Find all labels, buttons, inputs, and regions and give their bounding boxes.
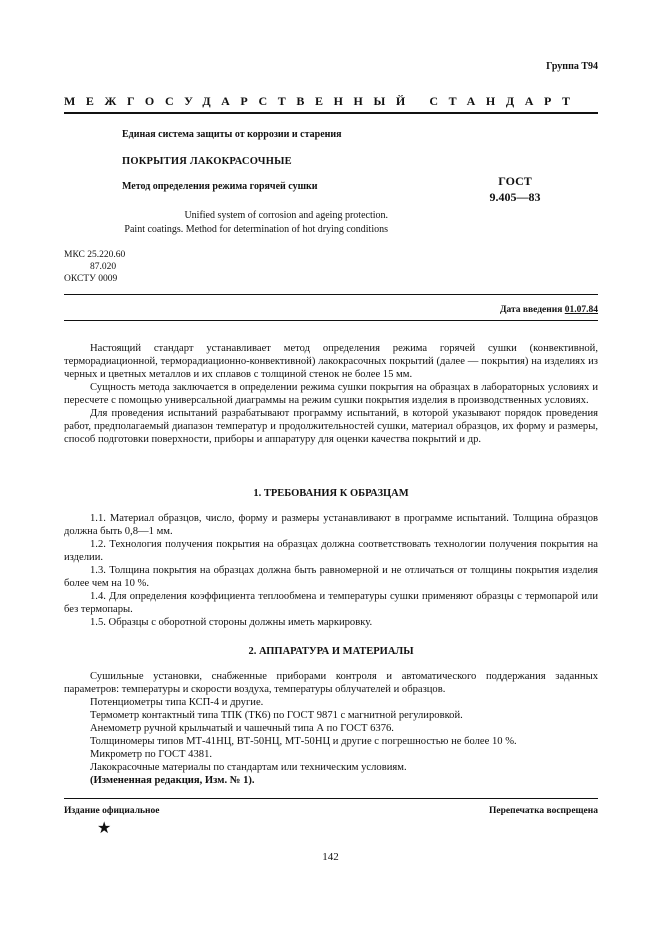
introduction-text — [64, 342, 598, 446]
section-2-heading: 2. АППАРАТУРА И МАТЕРИАЛЫ — [248, 646, 414, 657]
section-2-text — [64, 670, 598, 787]
section-2-paragraph: Термометр контактный типа ТПК (ТК6) по ГОСТ 9871 с магнитной регулировкой. — [90, 710, 463, 721]
section-2-paragraph: Микрометр по ГОСТ 4381. — [90, 749, 213, 760]
section-2-paragraph: Лакокрасочные материалы по стандартам или техническим условиям. — [90, 762, 407, 773]
series-title: Единая система защиты от коррозии и старения — [122, 129, 342, 140]
english-title — [88, 209, 388, 237]
classification-codes — [64, 249, 125, 285]
section-1-heading: 1. ТРЕБОВАНИЯ К ОБРАЗЦАМ — [253, 488, 409, 499]
introduction-date-value: 01.07.84 — [564, 305, 598, 315]
star-icon: ★ — [97, 820, 112, 837]
page-number: 142 — [322, 851, 339, 863]
footer-rule — [64, 798, 598, 799]
mks-code-2: 87.020 — [90, 262, 117, 272]
mks-code: МКС 25.220.60 — [64, 250, 126, 260]
section-2-paragraph: Потенциометры типа КСП-4 и другие. — [90, 697, 264, 708]
introduction-date-label: Дата введения — [499, 305, 563, 315]
reprint-prohibited-label: Перепечатка воспрещена — [488, 806, 598, 816]
title-block-rule — [64, 294, 598, 295]
section-2-paragraph: Толщиномеры типов МТ-41НЦ, ВТ-50НЦ, МТ-50НЦ и другие с погрешностью не более 10 %. — [90, 736, 517, 747]
section-1-paragraph: 1.1. Материал образцов, число, форму и размеры устанавливают в программе испытаний. Толщина образцов должна быть 0,8—1 мм. — [64, 513, 598, 537]
english-title-line1: Unified system of corrosion and ageing protection. — [184, 210, 388, 221]
okstu-code: ОКСТУ 0009 — [64, 274, 118, 284]
section-1-paragraph: 1.3. Толщина покрытия на образцах должна быть равномерной и не отличаться от толщины покрытия изделия более чем на 10 %. — [64, 565, 598, 589]
revision-note: (Измененная редакция, Изм. № 1). — [90, 775, 255, 786]
intro-paragraph: Сущность метода заключается в определении режима сушки покрытия на образцах в лабораторных условиях и пересчете с помощью универсальной диаграммы на режим сушки покрытия изделия в производственных условиях. — [64, 382, 598, 406]
group-code: Группа Т94 — [546, 61, 598, 72]
section-1-paragraph: 1.2. Технология получения покрытия на образцах должна соответствовать технологии получения покрытия на изделии. — [64, 539, 598, 563]
section-2-paragraph: Сушильные установки, снабженные приборами контроля и автоматического поддержания заданных параметров: температуры и скорости воздуха, температуры облучателей и образцов. — [64, 671, 598, 695]
english-title-line2: Paint coatings. Method for determination of hot drying conditions — [124, 224, 388, 235]
date-rule — [64, 320, 598, 321]
section-2-paragraph: Анемометр ручной крыльчатый и чашечный типа А по ГОСТ 6376. — [90, 723, 394, 734]
section-1-text — [64, 512, 598, 629]
standard-banner: МЕЖГОСУДАРСТВЕННЫЙ СТАНДАРТ — [64, 94, 581, 108]
section-1-paragraph: 1.4. Для определения коэффициента теплообмена и температуры сушки применяют образцы с термопарой или без термопары. — [64, 591, 598, 615]
intro-paragraph: Настоящий стандарт устанавливает метод определения режима горячей сушки (конвективной, терморадиационной, терморадиационно-конвективной) лакокрасочных покрытий (далее — покрытия) на изделиях из черных и цветных металлов и их сплавов с толщиной стенок не более 15 мм. — [64, 343, 598, 380]
section-1-paragraph: 1.5. Образцы с оборотной стороны должны иметь маркировку. — [90, 617, 373, 628]
gost-number: 9.405—83 — [489, 190, 541, 204]
introduction-date — [500, 305, 598, 315]
document-subtitle: Метод определения режима горячей сушки — [122, 181, 318, 192]
header-rule — [64, 112, 598, 114]
gost-designation — [480, 173, 550, 205]
intro-paragraph: Для проведения испытаний разрабатывают программу испытаний, в которой указывают порядок проведения работ, предполагаемый диапазон температур и продолжительностей сушки, материал образцов, их форму и размеры, способ подготовки поверхности, приборы и аппаратуру для оценки качества покрытий и др. — [64, 408, 598, 445]
gost-label: ГОСТ — [498, 174, 532, 188]
official-edition-label: Издание официальное — [64, 806, 160, 816]
document-title: ПОКРЫТИЯ ЛАКОКРАСОЧНЫЕ — [122, 156, 292, 167]
